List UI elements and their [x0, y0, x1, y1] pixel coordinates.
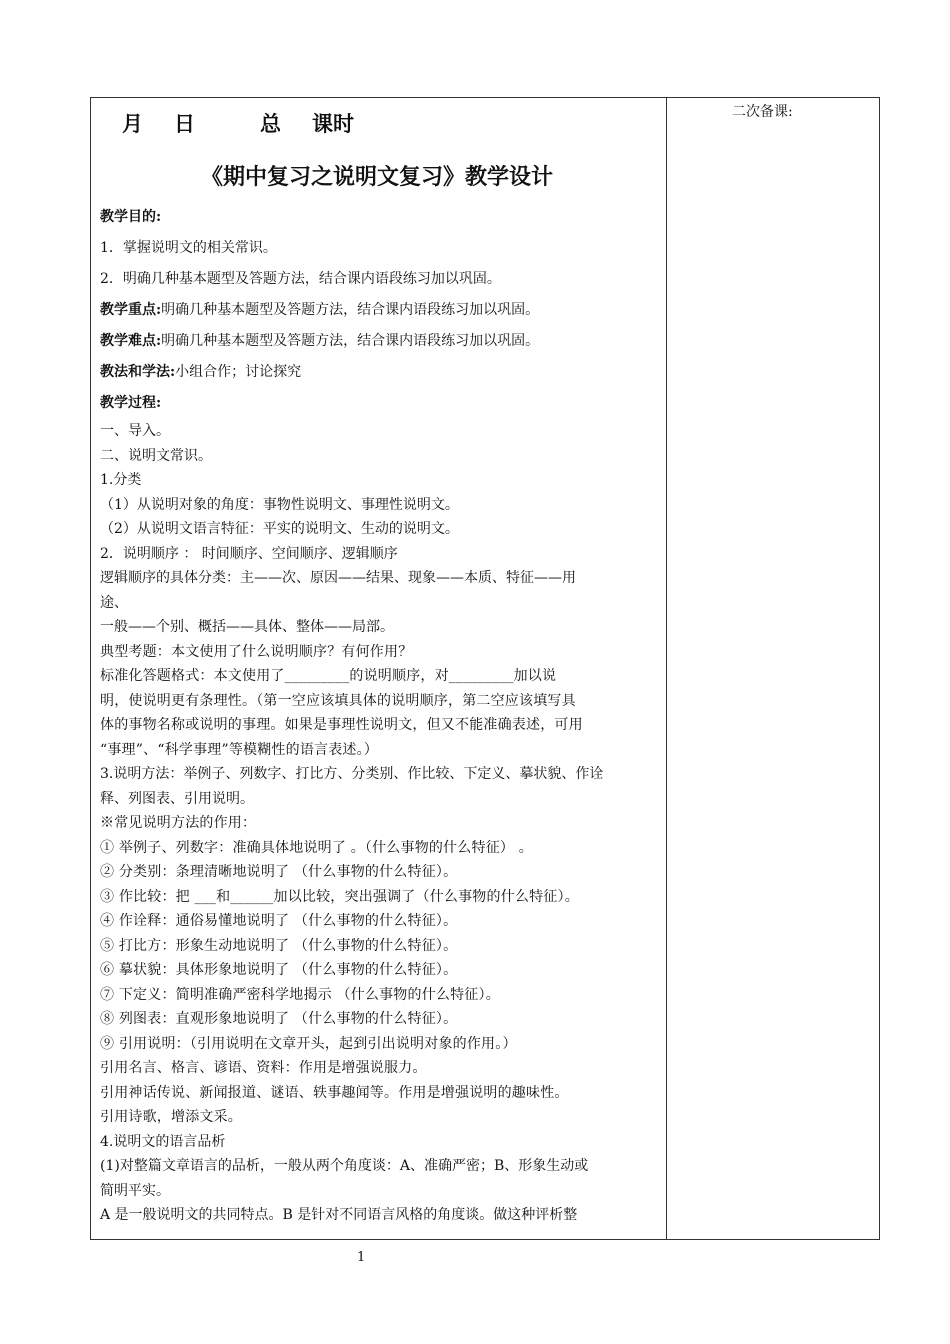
body-line: ⑧ 列图表：直观形象地说明了 （什么事物的什么特征）。 — [100, 1011, 458, 1027]
header-month: 月 — [122, 111, 143, 136]
body-line: 典型考题：本文使用了什么说明顺序？有何作用？ — [100, 643, 413, 660]
key-point-text: 明确几种基本题型及答题方法，结合课内语段练习加以巩固。 — [161, 302, 540, 318]
objective-item: 2．明确几种基本题型及答题方法，结合课内语段练习加以巩固。 — [100, 271, 501, 287]
difficulty-row — [100, 326, 660, 357]
header-day: 日 — [174, 111, 195, 136]
body-line: 标准化答题格式：本文使用了_________的说明顺序，对_________加以说 — [100, 668, 557, 684]
body-line: 逻辑顺序的具体分类：主——次、原因——结果、现象——本质、特征——用 — [100, 570, 576, 586]
body-line: （1）从说明对象的角度：事物性说明文、事理性说明文。 — [100, 496, 459, 513]
header-lessons: 课时 — [312, 111, 354, 136]
body-line: ② 分类别：条理清晰地说明了 （什么事物的什么特征）。 — [100, 864, 458, 880]
body-line: ① 举例子、列数字：准确具体地说明了 。（什么事物的什么特征） 。 — [100, 839, 533, 856]
body-line: 引用诗歌，增添文采。 — [100, 1109, 242, 1125]
body-line: ⑥ 摹状貌：具体形象地说明了 （什么事物的什么特征）。 — [100, 962, 458, 978]
body-line: 3.说明方法：举例子、列数字、打比方、分类别、作比较、下定义、摹状貌、作诠 — [100, 766, 604, 782]
body-line: ③ 作比较：把 ___和______加以比较，突出强调了（什么事物的什么特征）。 — [100, 888, 579, 905]
date-header — [122, 106, 660, 142]
key-point-label: 教学重点: — [100, 302, 162, 318]
body-line: 引用名言、格言、谚语、资料：作用是增强说服力。 — [100, 1060, 427, 1076]
body-line: 明，使说明更有条理性。（第一空应该填具体的说明顺序，第二空应该填写具 — [100, 692, 576, 709]
body-line: 简明平实。 — [100, 1182, 170, 1199]
method-row — [100, 357, 660, 388]
side-note-label: 二次备课: — [732, 104, 793, 120]
process-body — [100, 419, 660, 1228]
body-line: ※常见说明方法的作用： — [100, 815, 257, 831]
method-label: 教法和学法: — [100, 364, 176, 380]
body-line: 2．说明顺序 ： 时间顺序、空间顺序、逻辑顺序 — [100, 545, 398, 562]
body-line: 释、列图表、引用说明。 — [100, 790, 254, 807]
body-line: 引用神话传说、新闻报道、谜语、轶事趣闻等。作用是增强说明的趣味性。 — [100, 1084, 569, 1101]
difficulty-text: 明确几种基本题型及答题方法，结合课内语段练习加以巩固。 — [161, 333, 540, 349]
lesson-content — [100, 106, 660, 1228]
body-line: A 是一般说明文的共同特点。B 是针对不同语言风格的角度谈。做这种评析整 — [100, 1207, 578, 1223]
body-line: ⑦ 下定义：简明准确严密科学地揭示 （什么事物的什么特征）。 — [100, 986, 500, 1003]
objectives-label: 教学目的: — [100, 209, 162, 225]
page-number: 1 — [357, 1250, 366, 1265]
body-line: ⑤ 打比方：形象生动地说明了 （什么事物的什么特征）。 — [100, 937, 458, 954]
header-total: 总 — [260, 111, 281, 136]
body-line: 途、 — [100, 594, 128, 611]
key-point-row — [100, 295, 660, 326]
objective-item: 1．掌握说明文的相关常识。 — [100, 240, 277, 256]
process-label: 教学过程: — [100, 395, 162, 411]
body-line: 4.说明文的语言品析 — [100, 1133, 226, 1150]
body-line: 一、导入。 — [100, 423, 170, 439]
body-line: “事理”、“科学事理”等模糊性的语言表述。） — [100, 741, 379, 758]
body-line: (1)对整篇文章语言的品析，一般从两个角度谈：A、准确严密；B、形象生动或 — [100, 1158, 589, 1174]
body-line: （2）从说明文语言特征：平实的说明文、生动的说明文。 — [100, 521, 459, 537]
body-line: ⑨ 引用说明：（引用说明在文章开头，起到引出说明对象的作用。） — [100, 1035, 517, 1052]
body-line: 体的事物名称或说明的事理。如果是事理性说明文，但又不能准确表述，可用 — [100, 717, 583, 733]
body-line: 二、说明文常识。 — [100, 447, 212, 464]
body-line: ④ 作诠释：通俗易懂地说明了 （什么事物的什么特征）。 — [100, 913, 458, 929]
column-divider — [666, 97, 667, 1240]
body-line: 一般——个别、概括——具体、整体——局部。 — [100, 619, 394, 635]
document-title: 《期中复习之说明文复习》教学设计 — [200, 164, 553, 190]
body-line: 1.分类 — [100, 472, 142, 488]
difficulty-label: 教学难点: — [100, 333, 162, 349]
method-text: 小组合作；讨论探究 — [175, 364, 302, 380]
